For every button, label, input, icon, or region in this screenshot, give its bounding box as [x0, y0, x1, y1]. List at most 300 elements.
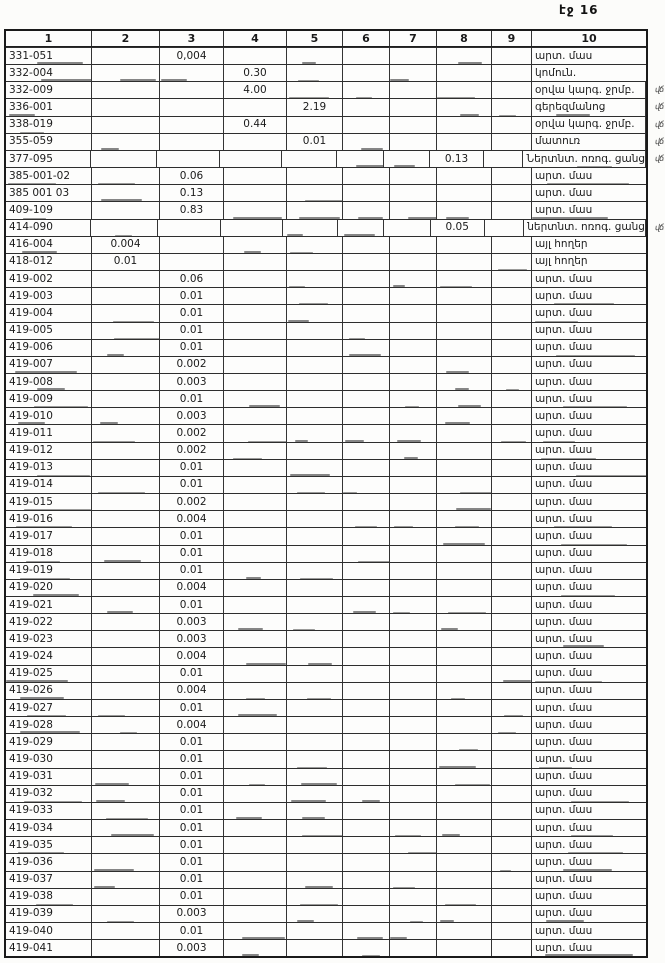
- value-cell: [92, 648, 160, 664]
- value-cell: [390, 202, 437, 218]
- value-cell: [224, 99, 287, 115]
- column-header-4: 4: [224, 31, 287, 46]
- value-cell: [343, 408, 390, 424]
- land-type-cell: արտ. մաս: [535, 358, 593, 371]
- value-cell: [92, 940, 160, 956]
- value-cell: [390, 889, 437, 905]
- value-cell: 0.004: [160, 511, 224, 527]
- land-type-cell: արտ. մաս: [532, 940, 646, 956]
- value-cell: [160, 65, 224, 81]
- value-cell: 0.004: [160, 648, 224, 664]
- value-cell: [437, 48, 492, 64]
- value-cell: 0.002: [160, 357, 224, 373]
- value-cell: [287, 65, 343, 81]
- value-cell: [390, 923, 437, 939]
- value-cell: [437, 923, 492, 939]
- value-cell: [224, 237, 287, 253]
- land-type-cell: արտ. մաս: [535, 701, 593, 714]
- value-cell: [492, 357, 532, 373]
- value-cell: [92, 185, 160, 201]
- value-cell: [437, 786, 492, 802]
- value-cell: [390, 580, 437, 596]
- value-cell: [437, 906, 492, 922]
- value-cell: [287, 323, 343, 339]
- value-cell: 0.01: [160, 528, 224, 544]
- value-cell: [92, 631, 160, 647]
- value-cell: [343, 168, 390, 184]
- value-cell: [390, 837, 437, 853]
- value-cell: [390, 906, 437, 922]
- column-header-3: 3: [160, 31, 224, 46]
- value-cell: [390, 460, 437, 476]
- value-cell: [437, 837, 492, 853]
- value-cell: [224, 254, 287, 270]
- value-cell: [287, 889, 343, 905]
- parcel-code-cell: 419-029: [6, 734, 92, 750]
- value-cell: [92, 425, 160, 441]
- handwritten-margin-note: վճ: [654, 153, 664, 164]
- value-cell: [437, 648, 492, 664]
- land-type-cell: արտ. մաս: [532, 443, 646, 459]
- value-cell: [224, 786, 287, 802]
- value-cell: [437, 254, 492, 270]
- value-cell: [92, 391, 160, 407]
- value-cell: [287, 202, 343, 218]
- value-cell: [492, 631, 532, 647]
- column-header-7: 7: [390, 31, 437, 46]
- value-cell: [343, 357, 390, 373]
- value-cell: [390, 511, 437, 527]
- table-row: [6, 545, 646, 562]
- land-type-cell: արտ. մաս: [532, 837, 646, 853]
- table-row: [6, 322, 646, 339]
- value-cell: [92, 734, 160, 750]
- value-cell: [437, 631, 492, 647]
- value-cell: [343, 511, 390, 527]
- parcel-code-cell: 419-033: [6, 803, 92, 819]
- land-type-cell: օրվա կարգ. ջրմբ.: [532, 117, 646, 133]
- table-row: [6, 493, 646, 510]
- value-cell: [390, 631, 437, 647]
- value-cell: [437, 425, 492, 441]
- parcel-code-cell: 419-013: [6, 460, 92, 476]
- value-cell: [437, 99, 492, 115]
- land-type-cell: արտ. մաս: [532, 391, 646, 407]
- value-cell: [224, 546, 287, 562]
- land-type-cell: արտ. մաս: [532, 528, 646, 544]
- land-type-cell: արտ. մաս: [535, 735, 593, 748]
- land-type-cell: արտ. մաս: [535, 684, 593, 697]
- land-type-cell: արտ. մաս: [532, 580, 646, 596]
- value-cell: [343, 254, 390, 270]
- land-parcel-table: [4, 29, 664, 958]
- land-type-cell: արտ. մաս: [532, 631, 646, 647]
- value-cell: [91, 220, 158, 236]
- parcel-code-cell: 419-040: [6, 923, 92, 939]
- value-cell: [343, 202, 390, 218]
- column-header-2: 2: [92, 31, 160, 46]
- value-cell: [437, 288, 492, 304]
- land-type-cell: արտ. մաս: [532, 340, 646, 356]
- value-cell: 0.05: [431, 220, 485, 236]
- value-cell: [92, 820, 160, 836]
- value-cell: [492, 425, 532, 441]
- value-cell: [343, 237, 390, 253]
- value-cell: [437, 528, 492, 544]
- value-cell: [343, 340, 390, 356]
- parcel-code-cell: 419-015: [6, 494, 92, 510]
- value-cell: [492, 460, 532, 476]
- value-cell: [343, 837, 390, 853]
- table-row: [6, 510, 646, 527]
- value-cell: 0,004: [160, 48, 224, 64]
- parcel-code-cell: 419-012: [6, 443, 92, 459]
- table-row: [6, 836, 646, 853]
- land-type-cell: արտ. մաս: [532, 305, 646, 321]
- value-cell: [224, 443, 287, 459]
- land-type-cell: արտ. մաս: [535, 650, 593, 663]
- value-cell: [492, 391, 532, 407]
- value-cell: [492, 511, 532, 527]
- land-type-cell: արտ. մաս: [535, 409, 593, 422]
- parcel-code-cell: 419-017: [6, 528, 92, 544]
- value-cell: [287, 168, 343, 184]
- value-cell: [343, 65, 390, 81]
- land-type-cell: արտ. մաս: [532, 820, 646, 836]
- value-cell: 0.01: [160, 288, 224, 304]
- land-type-cell: օրվա կարգ. ջրմբ.: [532, 82, 646, 98]
- parcel-code-cell: 385 001 03: [6, 185, 92, 201]
- value-cell: 0.002: [160, 425, 224, 441]
- value-cell: [437, 391, 492, 407]
- value-cell: [224, 391, 287, 407]
- value-cell: [390, 99, 437, 115]
- value-cell: [437, 872, 492, 888]
- value-cell: [492, 48, 532, 64]
- land-type-cell: արտ. մաս: [535, 804, 593, 817]
- value-cell: [224, 48, 287, 64]
- value-cell: [287, 683, 343, 699]
- value-cell: [287, 648, 343, 664]
- value-cell: 0.83: [160, 202, 224, 218]
- table-row: [6, 116, 664, 133]
- value-cell: [343, 820, 390, 836]
- scan-smudge-artifact: [545, 954, 634, 956]
- value-cell: [390, 820, 437, 836]
- value-cell: [224, 460, 287, 476]
- value-cell: [224, 751, 287, 767]
- land-type-cell: արտ. մաս: [535, 718, 593, 731]
- value-cell: [92, 134, 160, 150]
- parcel-code-cell: 418-012: [6, 254, 92, 270]
- value-cell: [492, 820, 532, 836]
- value-cell: [92, 751, 160, 767]
- value-cell: [287, 288, 343, 304]
- value-cell: 0.002: [160, 443, 224, 459]
- value-cell: [92, 168, 160, 184]
- value-cell: 0.01: [160, 666, 224, 682]
- value-cell: [437, 889, 492, 905]
- value-cell: [160, 254, 224, 270]
- value-cell: 0.002: [160, 494, 224, 510]
- value-cell: [157, 151, 220, 167]
- value-cell: [492, 288, 532, 304]
- value-cell: [224, 511, 287, 527]
- land-type-cell: այլ հողեր: [535, 238, 588, 251]
- value-cell: 0.01: [160, 769, 224, 785]
- value-cell: [287, 854, 343, 870]
- value-cell: [437, 803, 492, 819]
- value-cell: [92, 99, 160, 115]
- value-cell: [390, 408, 437, 424]
- table-row: [6, 201, 646, 218]
- value-cell: [92, 477, 160, 493]
- land-type-cell: Ներտնտ. ոռոգ. ցանց: [523, 151, 646, 167]
- land-type-cell: արտ. մաս: [535, 495, 593, 508]
- value-cell: [224, 683, 287, 699]
- value-cell: 0.01: [160, 751, 224, 767]
- value-cell: [492, 546, 532, 562]
- value-cell: [437, 443, 492, 459]
- value-cell: 0.01: [92, 254, 160, 270]
- parcel-code-cell: 419-010: [6, 408, 92, 424]
- value-cell: [224, 408, 287, 424]
- parcel-code-cell: 419-035: [6, 837, 92, 853]
- land-type-cell: այլ հողեր: [535, 255, 588, 268]
- value-cell: [343, 700, 390, 716]
- value-cell: [390, 700, 437, 716]
- value-cell: [224, 631, 287, 647]
- value-cell: [492, 185, 532, 201]
- value-cell: 0.003: [160, 940, 224, 956]
- value-cell: [224, 305, 287, 321]
- column-header-5: 5: [287, 31, 343, 46]
- value-cell: 0.01: [160, 340, 224, 356]
- value-cell: [92, 803, 160, 819]
- value-cell: [437, 820, 492, 836]
- value-cell: [224, 648, 287, 664]
- value-cell: [92, 683, 160, 699]
- value-cell: [492, 614, 532, 630]
- value-cell: [287, 820, 343, 836]
- parcel-code-cell: 409-109: [6, 202, 92, 218]
- parcel-code-cell: 414-090: [6, 220, 91, 236]
- value-cell: [390, 734, 437, 750]
- value-cell: [343, 477, 390, 493]
- value-cell: [287, 408, 343, 424]
- parcel-code-cell: 336-001: [6, 99, 92, 115]
- value-cell: [492, 271, 532, 287]
- value-cell: [343, 717, 390, 733]
- value-cell: [492, 134, 532, 150]
- value-cell: [343, 546, 390, 562]
- value-cell: [390, 305, 437, 321]
- land-type-cell: արտ. մաս: [535, 375, 593, 388]
- value-cell: [437, 666, 492, 682]
- value-cell: [160, 134, 224, 150]
- value-cell: [492, 648, 532, 664]
- value-cell: [437, 751, 492, 767]
- value-cell: [343, 117, 390, 133]
- value-cell: [224, 666, 287, 682]
- value-cell: [390, 323, 437, 339]
- value-cell: [343, 82, 390, 98]
- parcel-code-cell: 419-027: [6, 700, 92, 716]
- value-cell: [287, 460, 343, 476]
- table-row: [6, 596, 646, 613]
- value-cell: [343, 563, 390, 579]
- value-cell: [343, 803, 390, 819]
- value-cell: [158, 220, 221, 236]
- value-cell: [343, 614, 390, 630]
- value-cell: [287, 906, 343, 922]
- value-cell: [437, 511, 492, 527]
- value-cell: [92, 305, 160, 321]
- value-cell: [390, 666, 437, 682]
- land-type-cell: կոմուն.: [535, 66, 577, 79]
- value-cell: [437, 683, 492, 699]
- value-cell: 0.01: [160, 837, 224, 853]
- parcel-code-cell: 419-032: [6, 786, 92, 802]
- value-cell: [390, 940, 437, 956]
- value-cell: [92, 65, 160, 81]
- table-row: [6, 630, 646, 647]
- value-cell: 0.01: [287, 134, 343, 150]
- value-cell: 0.13: [430, 151, 484, 167]
- value-cell: 0.004: [160, 580, 224, 596]
- value-cell: 0.01: [160, 460, 224, 476]
- value-cell: [492, 906, 532, 922]
- value-cell: 0.004: [160, 683, 224, 699]
- value-cell: [437, 340, 492, 356]
- value-cell: [492, 477, 532, 493]
- value-cell: [287, 786, 343, 802]
- value-cell: [437, 769, 492, 785]
- value-cell: [287, 391, 343, 407]
- parcel-code-cell: 419-024: [6, 648, 92, 664]
- value-cell: [343, 923, 390, 939]
- value-cell: [224, 734, 287, 750]
- value-cell: [224, 477, 287, 493]
- land-type-cell: արտ. մաս: [535, 547, 593, 560]
- value-cell: [390, 82, 437, 98]
- value-cell: [92, 460, 160, 476]
- value-cell: [92, 786, 160, 802]
- value-cell: [437, 134, 492, 150]
- table-row: [6, 390, 646, 407]
- land-type-cell: արտ. մաս: [535, 324, 593, 337]
- value-cell: [390, 288, 437, 304]
- parcel-code-cell: 419-031: [6, 769, 92, 785]
- parcel-code-cell: 338-019: [6, 117, 92, 133]
- value-cell: [287, 717, 343, 733]
- value-cell: [224, 820, 287, 836]
- value-cell: [390, 597, 437, 613]
- value-cell: [287, 700, 343, 716]
- value-cell: [492, 82, 532, 98]
- value-cell: [287, 940, 343, 956]
- value-cell: 0.01: [160, 477, 224, 493]
- land-type-cell: արտ. մաս: [535, 615, 593, 628]
- value-cell: [224, 614, 287, 630]
- table-row: [6, 733, 646, 750]
- value-cell: [343, 305, 390, 321]
- table-row: [6, 682, 646, 699]
- value-cell: [92, 837, 160, 853]
- table-row: [6, 424, 646, 441]
- value-cell: [224, 803, 287, 819]
- value-cell: [492, 374, 532, 390]
- value-cell: [437, 357, 492, 373]
- table-row: [6, 665, 646, 682]
- value-cell: [343, 940, 390, 956]
- parcel-code-cell: 385-001-02: [6, 168, 92, 184]
- value-cell: [390, 717, 437, 733]
- table-row: [6, 219, 664, 236]
- parcel-code-cell: 416-004: [6, 237, 92, 253]
- parcel-code-cell: 419-028: [6, 717, 92, 733]
- value-cell: [343, 460, 390, 476]
- table-row: [6, 562, 646, 579]
- value-cell: 0.13: [160, 185, 224, 201]
- parcel-code-cell: 419-003: [6, 288, 92, 304]
- value-cell: [343, 48, 390, 64]
- table-row: [6, 339, 646, 356]
- value-cell: [92, 923, 160, 939]
- table-row: [6, 871, 646, 888]
- value-cell: [384, 151, 430, 167]
- value-cell: [224, 872, 287, 888]
- value-cell: [437, 494, 492, 510]
- parcel-code-cell: 332-009: [6, 82, 92, 98]
- parcel-code-cell: 419-036: [6, 854, 92, 870]
- land-type-cell: արտ. մաս: [532, 751, 646, 767]
- value-cell: [437, 271, 492, 287]
- column-header-1: 1: [6, 31, 92, 46]
- value-cell: [92, 717, 160, 733]
- value-cell: 0.003: [160, 631, 224, 647]
- value-cell: [343, 751, 390, 767]
- page-number-label: էջ 16: [559, 3, 599, 17]
- value-cell: [160, 82, 224, 98]
- value-cell: [92, 614, 160, 630]
- value-cell: [390, 494, 437, 510]
- land-type-cell: արտ. մաս: [532, 511, 646, 527]
- table-row: [6, 98, 664, 115]
- value-cell: [287, 614, 343, 630]
- value-cell: [437, 82, 492, 98]
- parcel-code-cell: 419-006: [6, 340, 92, 356]
- value-cell: [343, 854, 390, 870]
- value-cell: [224, 340, 287, 356]
- value-cell: [287, 254, 343, 270]
- land-type-cell: արտ. մաս: [532, 854, 646, 870]
- value-cell: [160, 117, 224, 133]
- table-row: [6, 476, 646, 493]
- column-header-9: 9: [492, 31, 532, 46]
- table-row: [6, 527, 646, 544]
- value-cell: [343, 597, 390, 613]
- value-cell: [437, 168, 492, 184]
- value-cell: [343, 683, 390, 699]
- table-row: [6, 459, 646, 476]
- value-cell: [337, 151, 383, 167]
- parcel-code-cell: 419-014: [6, 477, 92, 493]
- value-cell: [437, 323, 492, 339]
- land-type-cell: արտ. մաս: [535, 272, 593, 285]
- column-header-8: 8: [437, 31, 492, 46]
- value-cell: [390, 391, 437, 407]
